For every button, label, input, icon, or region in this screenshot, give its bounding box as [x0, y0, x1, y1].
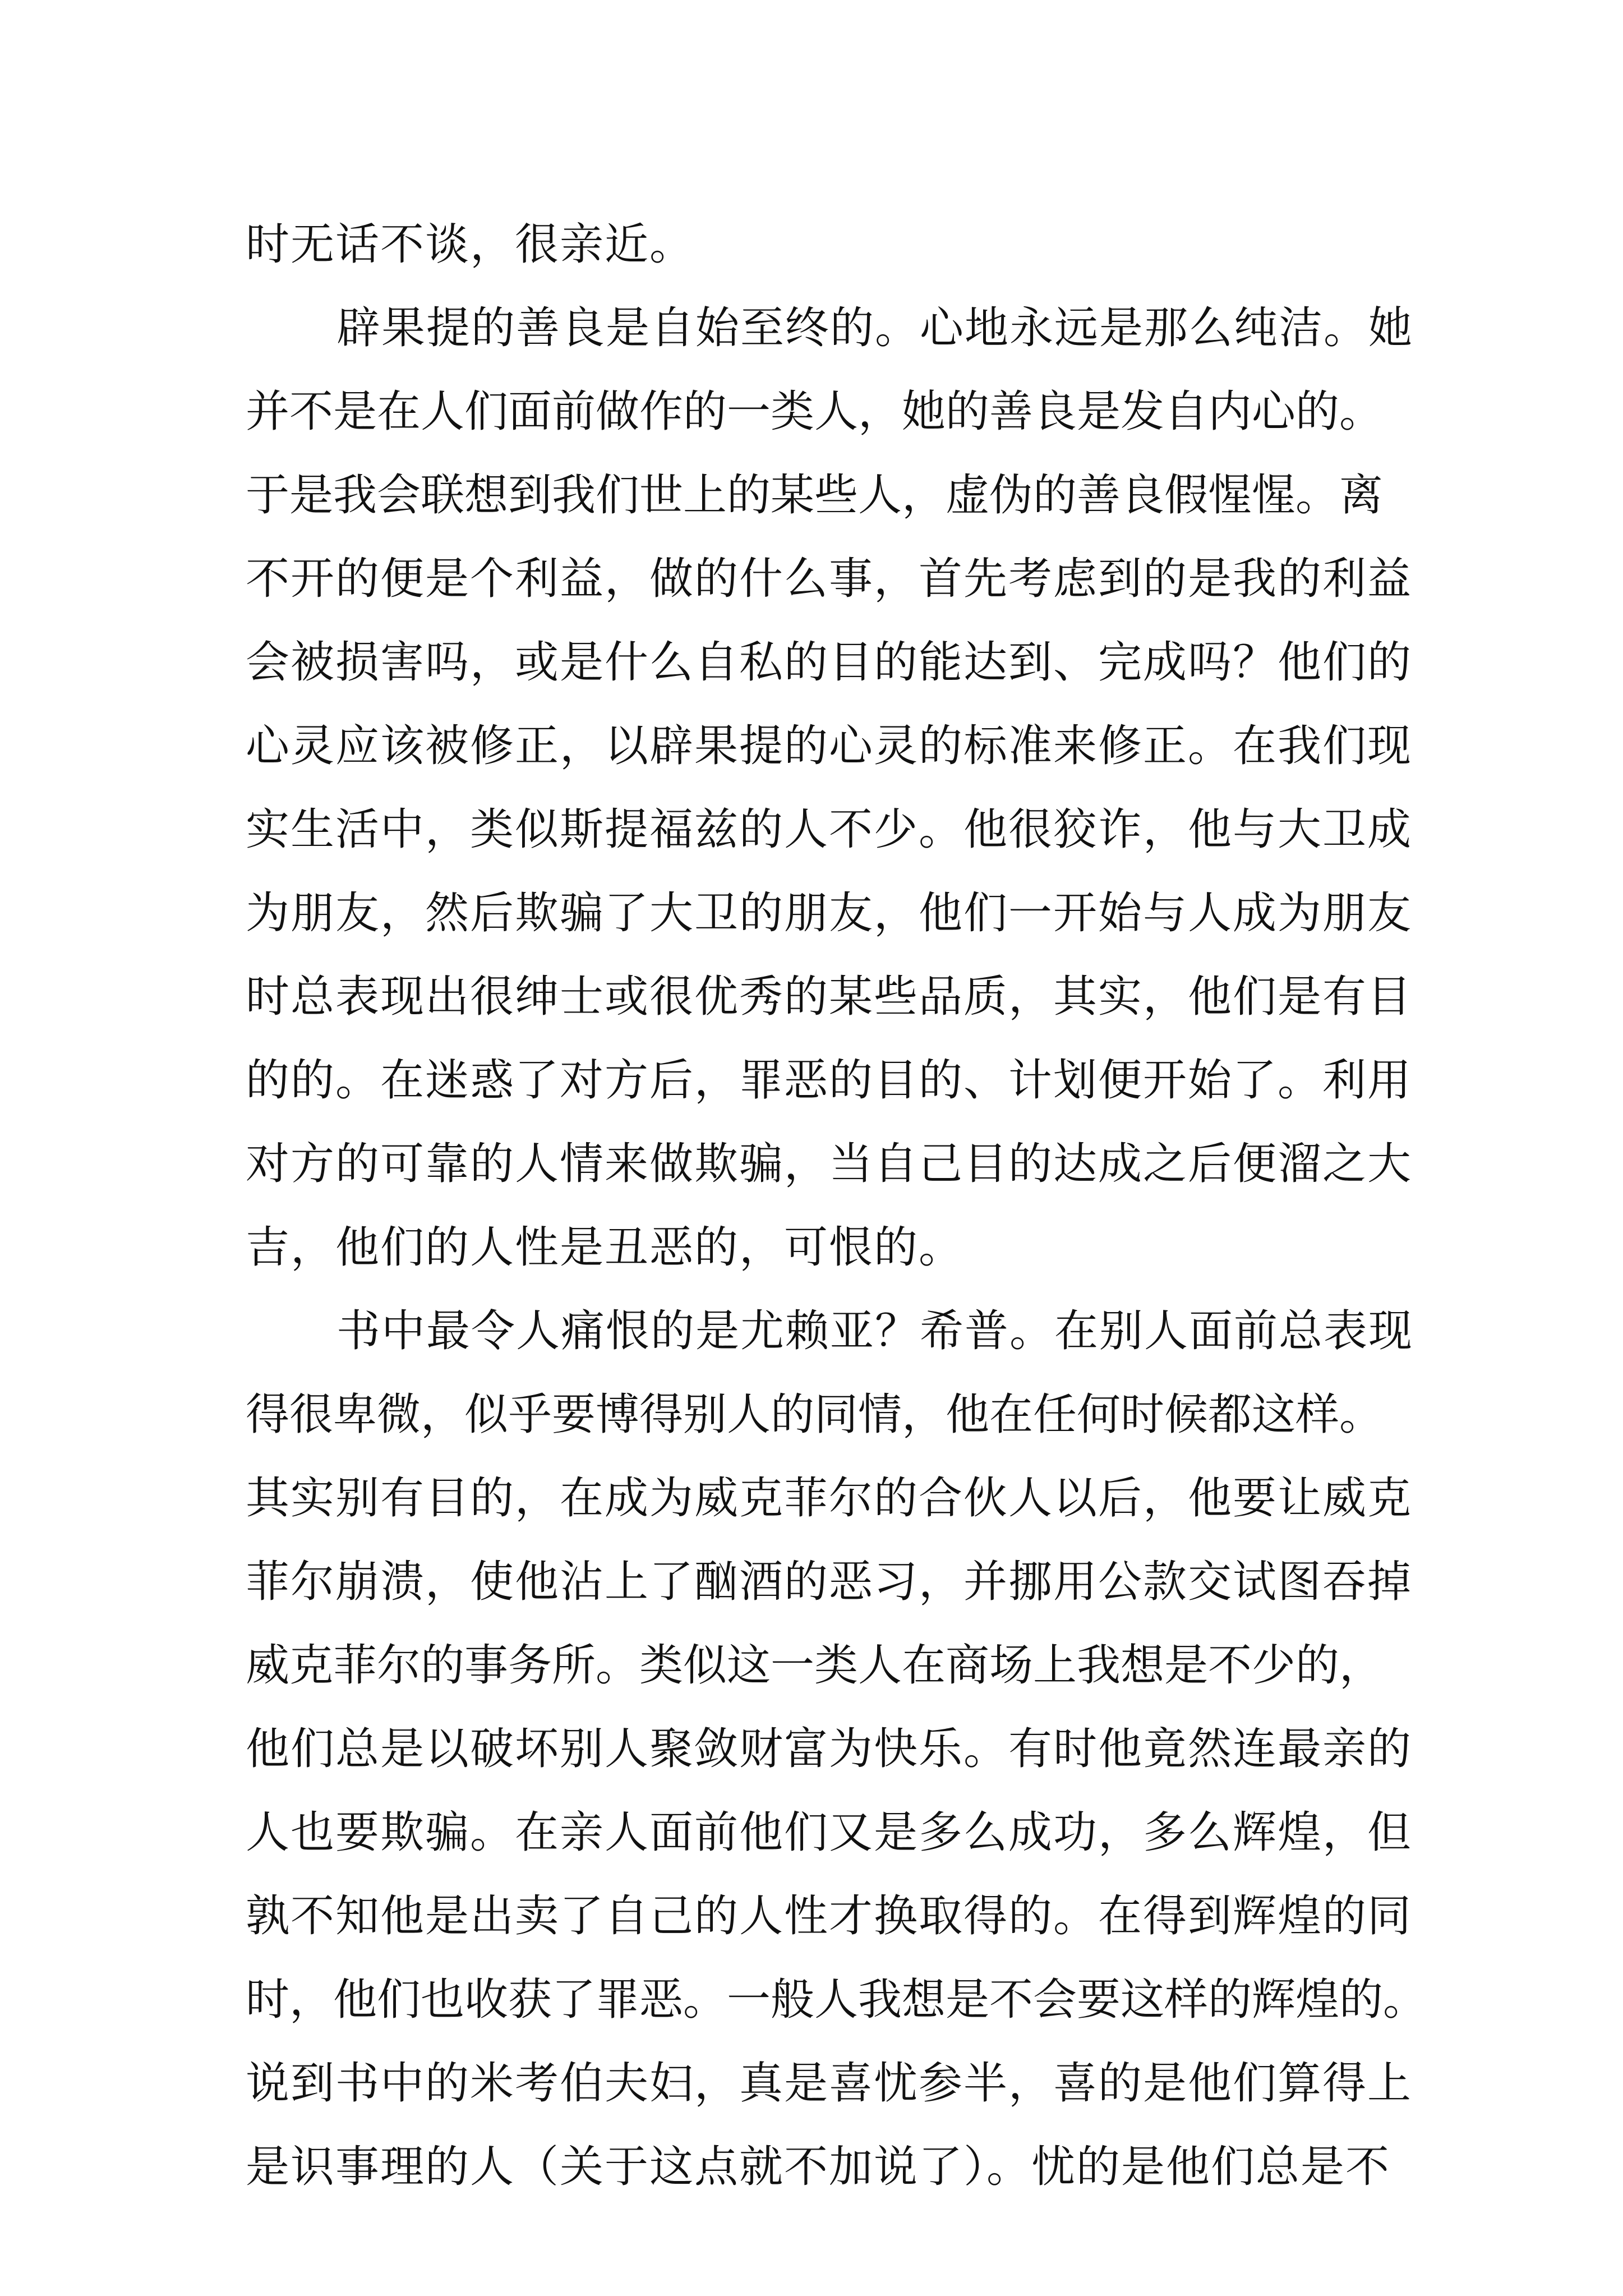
text-line: 对方的可靠的人情来做欺骗，当自己目的达成之后便溜之大 [246, 1139, 1413, 1189]
text-line: 威克菲尔的事务所。类似这一类人在商场上我想是不少的， [246, 1640, 1384, 1691]
text-line: 说到书中的米考伯夫妇，真是喜忧参半，喜的是他们算得上 [246, 2058, 1413, 2109]
text-line: 会被损害吗，或是什么自私的目的能达到、完成吗？他们的 [246, 637, 1413, 688]
text-line: 心灵应该被修正，以辟果提的心灵的标准来修正。在我们现 [246, 721, 1413, 771]
text-line: 得很卑微，似乎要博得别人的同情，他在任何时候都这样。 [246, 1389, 1384, 1440]
text-line: 时无话不谈，很亲近。 [246, 219, 695, 270]
body-text [246, 203, 1427, 2209]
text-line: 吉，他们的人性是丑恶的，可恨的。 [246, 1222, 964, 1273]
text-line: 菲尔崩溃，使他沾上了酗酒的恶习，并挪用公款交试图吞掉 [246, 1557, 1413, 1607]
text-line: 孰不知他是出卖了自己的人性才换取得的。在得到辉煌的同 [246, 1891, 1413, 1941]
text-line: 他们总是以破坏别人聚敛财富为快乐。有时他竟然连最亲的 [246, 1724, 1413, 1774]
paragraph-first-line: 书中最令人痛恨的是尤赖亚？希普。在别人面前总表现 [336, 1306, 1414, 1356]
text-line: 人也要欺骗。在亲人面前他们又是多么成功，多么辉煌，但 [246, 1807, 1413, 1858]
text-line: 的的。在迷惑了对方后，罪恶的目的、计划便开始了。利用 [246, 1055, 1413, 1106]
text-line: 是识事理的人（关于这点就不加说了）。忧的是他们总是不 [246, 2142, 1391, 2192]
text-line: 时，他们也收获了罪恶。一般人我想是不会要这样的辉煌的。 [246, 1975, 1427, 2025]
text-line: 不开的便是个利益，做的什么事，首先考虑到的是我的利益 [246, 554, 1413, 604]
paragraph-first-line: 辟果提的善良是自始至终的。心地永远是那么纯洁。她 [336, 303, 1414, 353]
text-line: 为朋友，然后欺骗了大卫的朋友，他们一开始与人成为朋友 [246, 888, 1413, 938]
text-line: 时总表现出很绅士或很优秀的某些品质，其实，他们是有目 [246, 972, 1413, 1022]
text-line: 其实别有目的，在成为威克菲尔的合伙人以后，他要让威克 [246, 1473, 1413, 1524]
text-line: 并不是在人们面前做作的一类人，她的善良是发自内心的。 [246, 386, 1384, 437]
text-line: 实生活中，类似斯提福兹的人不少。他很狡诈，他与大卫成 [246, 804, 1413, 855]
text-line: 于是我会联想到我们世上的某些人，虚伪的善良假惺惺。离 [246, 470, 1384, 521]
